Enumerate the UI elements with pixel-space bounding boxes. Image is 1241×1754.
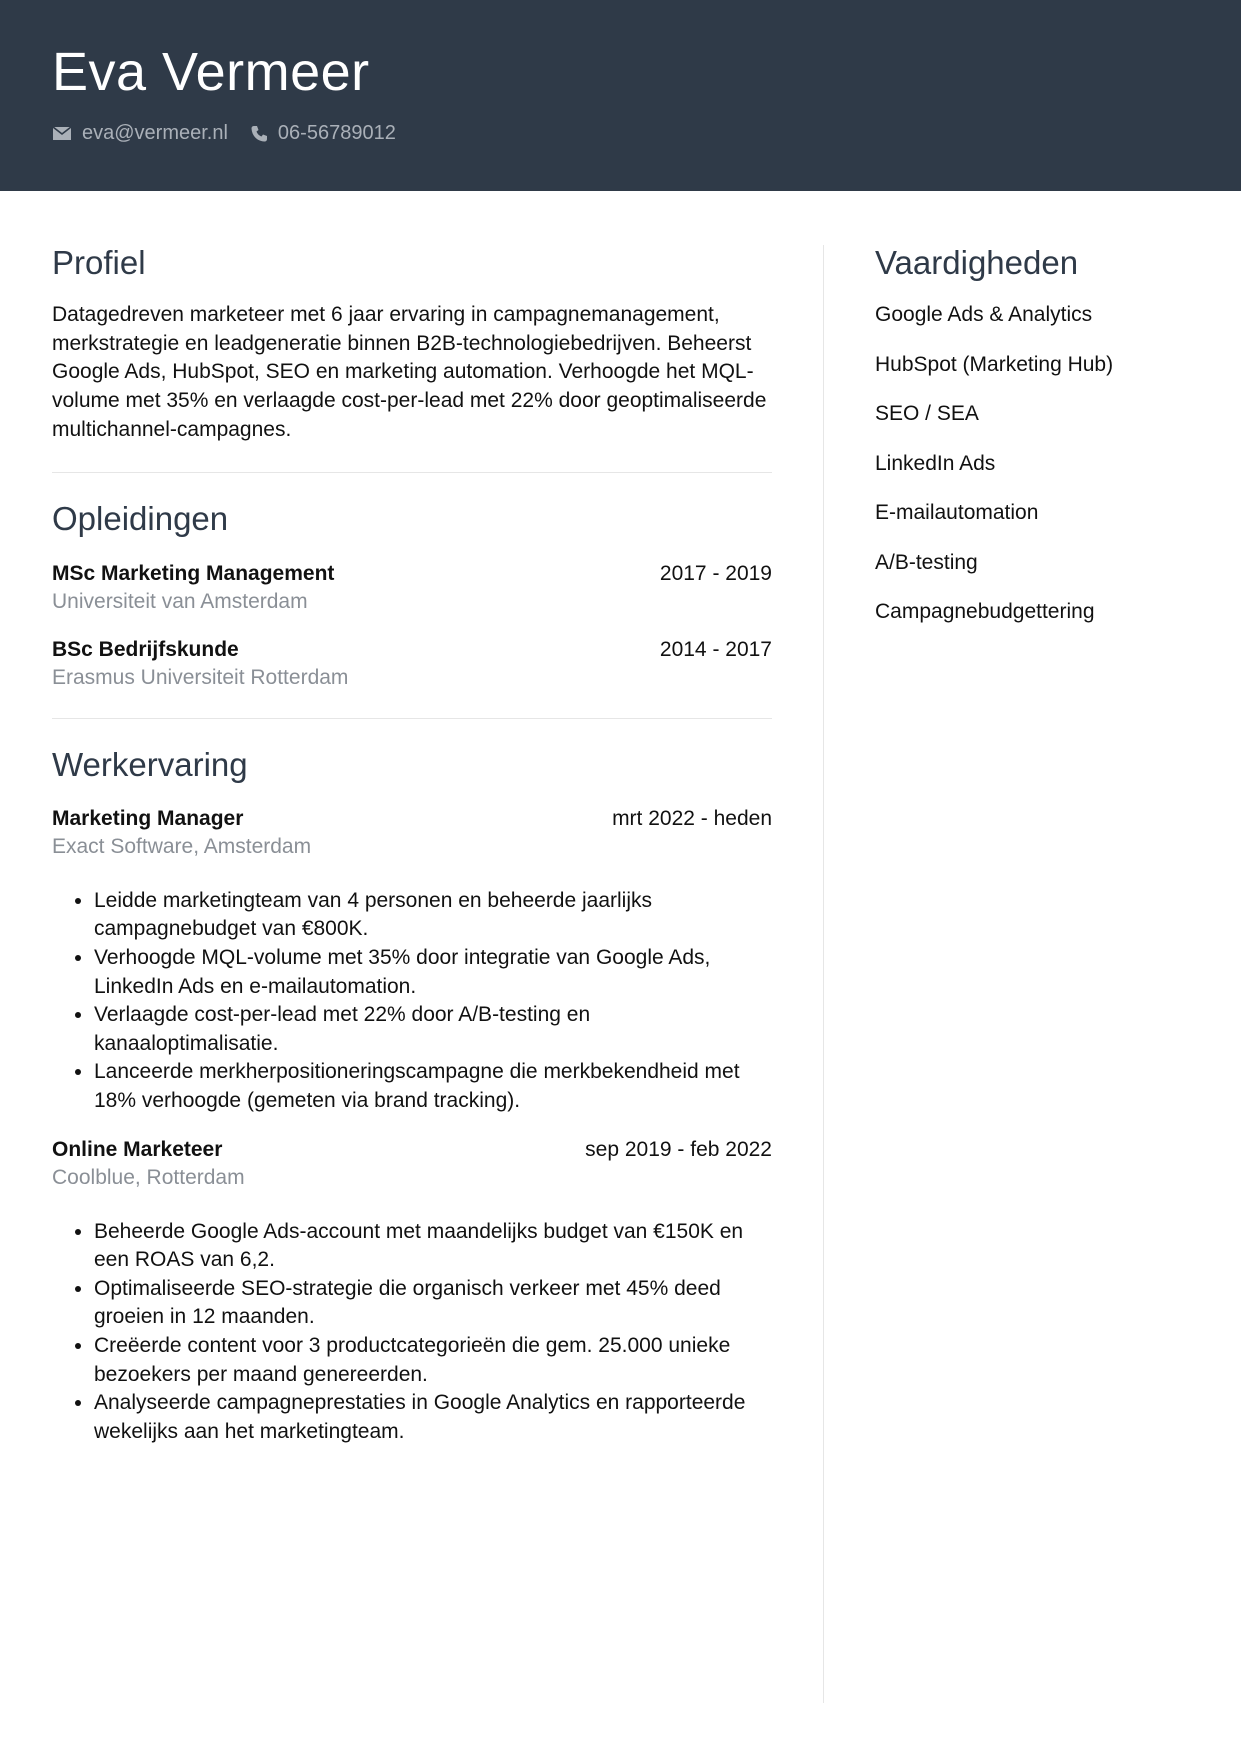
skills-list — [875, 301, 1215, 648]
achievement-item: • Leidde marketingteam van 4 personen en beheerde jaarlijks campagnebudget van €800K. — [94, 887, 772, 944]
achievement-item: • Verhoogde MQL-volume met 35% door integratie van Google Ads, LinkedIn Ads en e-mailautomation. — [94, 944, 772, 1001]
section-divider — [52, 472, 772, 473]
job-company: Coolblue, Rotterdam — [52, 1165, 245, 1189]
sidebar — [875, 245, 1215, 648]
achievement-item: • Analyseerde campagneprestaties in Google Analytics en rapporteerde wekelijks aan het marketingteam. — [94, 1389, 772, 1446]
column-divider — [823, 245, 824, 1703]
profile-title: Profiel — [52, 244, 146, 281]
contact-info — [52, 122, 418, 145]
school-name: Erasmus Universiteit Rotterdam — [52, 665, 349, 689]
profile-text: Datagedreven marketeer met 6 jaar ervaring in campagnemanagement, merkstrategie en leadgeneratie binnen B2B-technologiebedrijven. Beheerst Google Ads, HubSpot, SEO en marketing automation. Verhoogde het MQL-volume met 35% en verlaagde cost-per-lead met 22% door geoptimaliseerde multichannel-campagnes. — [52, 303, 767, 441]
job-item — [52, 1138, 772, 1447]
degree-title: MSc Marketing Management — [52, 561, 335, 585]
phone-contact — [250, 122, 396, 145]
candidate-name: Eva Vermeer — [52, 42, 370, 102]
job-item — [52, 807, 772, 1116]
email-contact — [52, 122, 228, 145]
section-divider — [52, 718, 772, 719]
education-dates: 2014 - 2017 — [659, 637, 772, 661]
education-title: Opleidingen — [52, 500, 229, 538]
job-dates: sep 2019 - feb 2022 — [585, 1137, 772, 1161]
main-column — [52, 245, 772, 1468]
experience-title: Werkervaring — [52, 745, 248, 783]
skill-item: HubSpot (Marketing Hub) — [875, 352, 1114, 376]
experience-section — [52, 747, 772, 1447]
email-text[interactable]: eva@vermeer.nl — [82, 122, 228, 144]
job-achievements — [52, 1218, 772, 1447]
education-item — [52, 638, 772, 690]
phone-icon — [250, 125, 268, 143]
envelope-icon — [52, 126, 72, 141]
skill-item: SEO / SEA — [875, 402, 979, 426]
job-dates: mrt 2022 - heden — [612, 806, 772, 830]
degree-title: BSc Bedrijfskunde — [52, 637, 239, 661]
education-section — [52, 501, 772, 689]
education-dates: 2017 - 2019 — [659, 561, 772, 585]
resume-header — [0, 0, 1241, 191]
phone-text[interactable]: 06-56789012 — [277, 122, 396, 144]
job-achievements — [52, 887, 772, 1116]
achievement-item: • Creëerde content voor 3 productcategorieën die gem. 25.000 unieke bezoekers per maand genereerden. — [94, 1332, 772, 1389]
skill-item: Campagnebudgettering — [875, 600, 1095, 624]
school-name: Universiteit van Amsterdam — [52, 589, 308, 613]
profile-section — [52, 245, 772, 444]
job-role: Online Marketeer — [52, 1137, 223, 1161]
skill-item: LinkedIn Ads — [875, 451, 996, 475]
achievement-item: • Optimaliseerde SEO-strategie die organisch verkeer met 45% deed groeien in 12 maanden. — [94, 1275, 772, 1332]
achievement-item: • Lanceerde merkherpositioneringscampagne die merkbekendheid met 18% verhoogde (gemeten via brand tracking). — [94, 1058, 772, 1115]
skill-item: Google Ads & Analytics — [875, 303, 1093, 327]
skill-item: A/B-testing — [875, 550, 978, 574]
education-item — [52, 562, 772, 614]
job-company: Exact Software, Amsterdam — [52, 834, 312, 858]
job-role: Marketing Manager — [52, 806, 244, 830]
skill-item: E-mailautomation — [875, 501, 1039, 525]
achievement-item: • Verlaagde cost-per-lead met 22% door A/B-testing en kanaaloptimalisatie. — [94, 1001, 772, 1058]
education-list — [52, 562, 772, 690]
skills-title: Vaardigheden — [875, 244, 1079, 281]
experience-list — [52, 807, 772, 1447]
achievement-item: • Beheerde Google Ads-account met maandelijks budget van €150K en een ROAS van 6,2. — [94, 1218, 772, 1275]
